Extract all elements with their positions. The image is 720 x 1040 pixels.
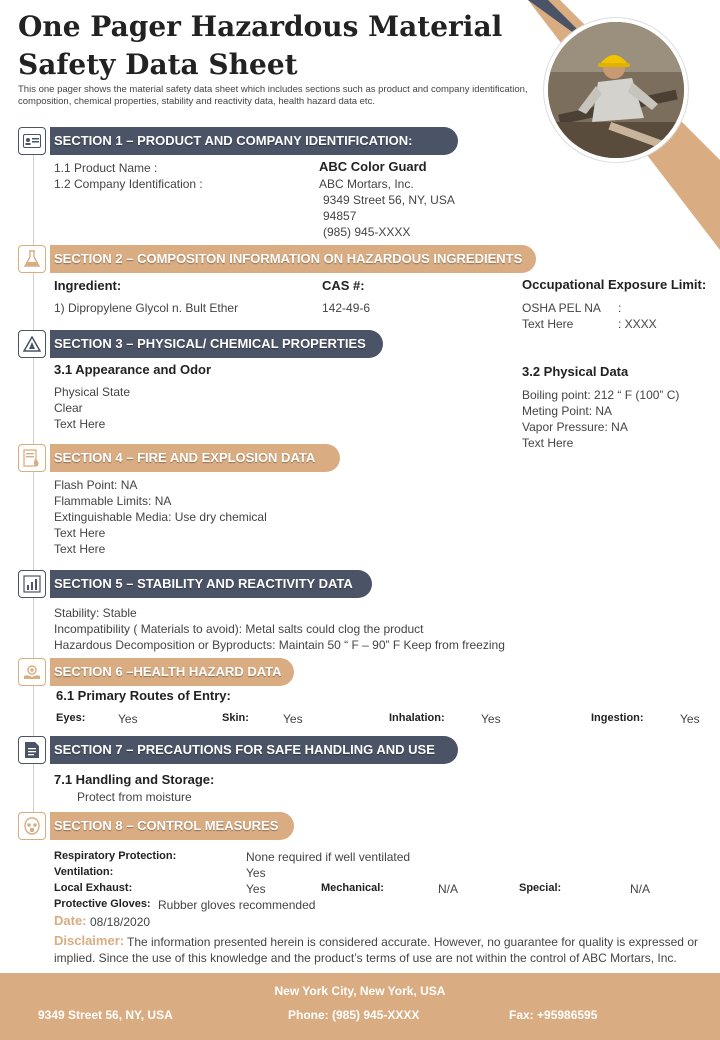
skin-label: Skin: — [222, 712, 249, 724]
section7-title: SECTION 7 – PRECAUTIONS FOR SAFE HANDLING AND USE — [50, 736, 458, 764]
footer-phone: Phone: (985) 945-XXXX — [288, 1008, 420, 1022]
section3-title: SECTION 3 – PHYSICAL/ CHEMICAL PROPERTIES — [50, 330, 383, 358]
section3-icon-box — [18, 330, 46, 358]
inhalation-value: Yes — [481, 712, 501, 726]
physical-line: Text Here — [522, 436, 574, 450]
exposure-heading: Occupational Exposure Limit: — [522, 277, 707, 292]
disclaimer-label: Disclaimer: — [54, 933, 125, 948]
section8-title: SECTION 8 – CONTROL MEASURES — [50, 812, 294, 840]
ingestion-value: Yes — [680, 712, 700, 726]
section6-title: SECTION 6 –HEALTH HAZARD DATA — [50, 658, 294, 686]
fire-line: Text Here — [54, 526, 106, 540]
footer-city: New York City, New York, USA — [274, 984, 446, 998]
worker-photo-icon — [548, 22, 684, 158]
fire-line: Extinguishable Media: Use dry chemical — [54, 510, 267, 524]
respiratory-label: Respiratory Protection: — [54, 850, 177, 862]
ventilation-label: Ventilation: — [54, 866, 114, 878]
id-card-icon — [23, 134, 41, 148]
section7-icon-box — [18, 736, 46, 764]
disclaimer-line2: implied. Since the use of this knowledge and the product’s terms of use are not within the control of ABC Mortars, Inc. — [54, 951, 677, 965]
section1-icon-box — [18, 127, 46, 155]
eyes-label: Eyes: — [56, 712, 86, 724]
company-street-value: 9349 Street 56, NY, USA — [323, 193, 455, 207]
handling-heading: 7.1 Handling and Storage: — [54, 772, 215, 787]
appearance-line: Text Here — [54, 417, 106, 431]
gloves-value: Rubber gloves recommended — [158, 898, 316, 912]
special-value: N/A — [630, 882, 651, 896]
ingestion-label: Ingestion: — [591, 712, 644, 724]
physical-line: Vapor Pressure: NA — [522, 420, 628, 434]
ingredient-heading: Ingredient: — [54, 278, 122, 293]
ingredient-value: 1) Dipropylene Glycol n. Bult Ether — [54, 301, 239, 315]
section2-title: SECTION 2 – COMPOSITON INFORMATION ON HAZARDOUS INGREDIENTS — [50, 245, 536, 273]
section4-title: SECTION 4 – FIRE AND EXPLOSION DATA — [50, 444, 340, 472]
section5-icon-box — [18, 570, 46, 598]
skin-value: Yes — [283, 712, 303, 726]
disclaimer-line1: The information presented herein is considered accurate. However, no guarantee for quality is expressed or — [127, 935, 698, 949]
ventilation-value: Yes — [246, 866, 266, 880]
osha-value: : — [618, 301, 622, 315]
stability-line: Incompatibility ( Materials to avoid): Metal salts could clog the product — [54, 622, 424, 636]
gloves-label: Protective Gloves: — [54, 898, 151, 910]
worker-photo — [544, 18, 688, 162]
date-label: Date: — [54, 913, 87, 928]
chart-icon — [23, 575, 41, 593]
health-hands-icon — [23, 663, 41, 681]
document-icon — [24, 741, 40, 759]
footer-street: 9349 Street 56, NY, USA — [38, 1008, 173, 1022]
physical-line: Meting Point: NA — [522, 404, 613, 418]
mechanical-value: N/A — [438, 882, 459, 896]
stability-line: Stability: Stable — [54, 606, 137, 620]
exposure-text-value: : XXXX — [618, 317, 657, 331]
respiratory-value: None required if well ventilated — [246, 850, 411, 864]
page-title: One Pager Hazardous Material Safety Data Sheet — [18, 10, 503, 81]
cas-value: 142-49-6 — [322, 301, 371, 315]
section6-icon-box — [18, 658, 46, 686]
mechanical-label: Mechanical: — [321, 882, 384, 894]
section8-icon-box — [18, 812, 46, 840]
company-phone-value: (985) 945-XXXX — [323, 225, 411, 239]
inhalation-label: Inhalation: — [389, 712, 445, 724]
routes-heading: 6.1 Primary Routes of Entry: — [56, 688, 231, 703]
warning-icon — [23, 336, 41, 352]
section5-title: SECTION 5 – STABILITY AND REACTIVITY DATA — [50, 570, 372, 598]
company-zip-value: 94857 — [323, 209, 357, 223]
appearance-line: Clear — [54, 401, 83, 415]
section4-icon-box — [18, 444, 46, 472]
eyes-value: Yes — [118, 712, 138, 726]
section1-title: SECTION 1 – PRODUCT AND COMPANY IDENTIFICATION: — [50, 127, 458, 155]
exhaust-value: Yes — [246, 882, 266, 896]
appearance-line: Physical State — [54, 385, 131, 399]
fire-report-icon — [23, 449, 41, 467]
handling-text: Protect from moisture — [77, 790, 192, 804]
exhaust-label: Local Exhaust: — [54, 882, 133, 894]
cas-heading: CAS #: — [322, 278, 365, 293]
company-name-value: ABC Mortars, Inc. — [319, 177, 414, 191]
physical-data-heading: 3.2 Physical Data — [522, 364, 629, 379]
date-value: 08/18/2020 — [90, 915, 151, 929]
flask-icon — [23, 250, 41, 268]
physical-line: Boiling point: 212 “ F (100” C) — [522, 388, 680, 402]
fire-line: Flammable Limits: NA — [54, 494, 172, 508]
section2-icon-box — [18, 245, 46, 273]
product-name-value: ABC Color Guard — [319, 159, 427, 174]
product-name-label: 1.1 Product Name : — [54, 161, 158, 175]
stability-line: Hazardous Decomposition or Byproducts: Maintain 50 “ F – 90” F Keep from freezing — [54, 638, 505, 652]
exposure-text-label: Text Here — [522, 317, 574, 331]
fire-line: Flash Point: NA — [54, 478, 138, 492]
page-subtitle: This one pager shows the material safety data sheet which includes sections such as product and company identification, composition, chemical properties, stability and reactivity data, health hazard data etc. — [18, 84, 528, 107]
fire-line: Text Here — [54, 542, 106, 556]
appearance-heading: 3.1 Appearance and Odor — [54, 362, 212, 377]
company-id-label: 1.2 Company Identification : — [54, 177, 203, 191]
special-label: Special: — [519, 882, 562, 894]
gas-mask-icon — [23, 817, 41, 835]
osha-label: OSHA PEL NA — [522, 301, 601, 315]
footer-fax: Fax: +95986595 — [509, 1008, 598, 1022]
